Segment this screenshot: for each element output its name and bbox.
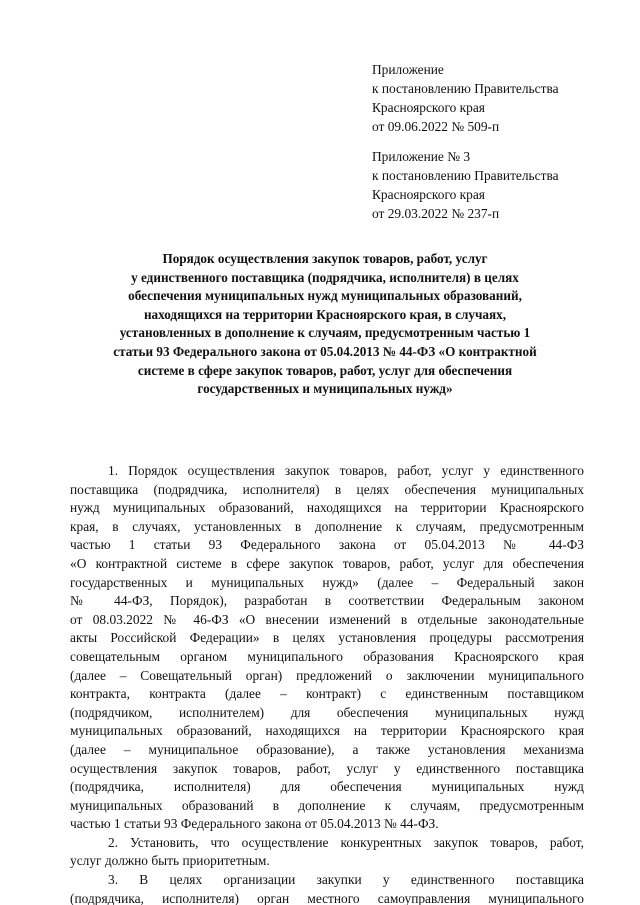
paragraph-3-line: 3. В целях организации закупки у единственного поставщика — [108, 872, 584, 888]
title-line: обеспечения муниципальных нужд муниципальных образований, — [128, 288, 522, 304]
paragraph-1-line: осуществления закупок товаров, работ, услуг у единственного поставщика — [70, 760, 584, 776]
annex-header-1 — [372, 60, 632, 136]
paragraph-1-line: (подрядчика, исполнителя) для обеспечения муниципальных нужд — [70, 779, 584, 795]
paragraph-1-line: контракта, контракта (далее – контракт) с единственным поставщиком — [70, 686, 584, 702]
paragraph-1-line: (подрядчиком, исполнителем) для обеспечения муниципальных нужд — [70, 704, 584, 720]
annex-1-line: от 09.06.2022 № 509-п — [372, 119, 500, 134]
annex-1-line: к постановлению Правительства — [372, 81, 559, 96]
paragraph-1-line: частью 1 статьи 93 Федерального закона от 05.04.2013 № 44-ФЗ — [70, 537, 584, 553]
paragraph-1-line: поставщика (подрядчика, исполнителя) в целях обеспечения муниципальных — [70, 481, 584, 497]
annex-2-line: к постановлению Правительства — [372, 168, 559, 183]
title-line: установленных в дополнение к случаям, предусмотренным частью 1 — [119, 325, 531, 341]
document-body — [70, 462, 584, 905]
title-line: статьи 93 Федерального закона от 05.04.2013 № 44-ФЗ «О контрактной — [113, 343, 537, 359]
paragraph-1-line: муниципальных образований в дополнение к случаям, предусмотренным — [70, 797, 584, 813]
paragraph-1-line: (далее – Совещательный орган) предложений о заключении муниципального — [70, 667, 584, 683]
paragraph-1-line: (далее – муниципальное образование), а также установления механизма — [70, 741, 584, 757]
annex-2-line: Приложение № 3 — [372, 149, 471, 164]
paragraph-1-line: совещательным органом муниципального образования Красноярского края — [70, 648, 584, 664]
annex-2-line: Красноярского края — [372, 187, 485, 202]
paragraph-3-line: (подрядчика, исполнителя) орган местного самоуправления муниципального — [70, 890, 584, 905]
title-line: системе в сфере закупок товаров, работ, услуг для обеспечения — [137, 362, 513, 378]
title-line: находящихся на территории Красноярского края, в случаях, — [143, 306, 507, 322]
paragraph-1-line: № 44-ФЗ, Порядок), разработан в соответствии Федеральным законом — [70, 593, 584, 609]
annex-2-line: от 29.03.2022 № 237-п — [372, 206, 500, 221]
paragraph-1-line: государственных и муниципальных нужд» (далее – Федеральный закон — [70, 574, 584, 590]
paragraph-1-line: муниципальных образований, находящихся на территории Красноярского края — [70, 723, 584, 739]
paragraph-1-line: 1. Порядок осуществления закупок товаров, работ, услуг у единственного — [108, 463, 584, 478]
annex-1-line: Красноярского края — [372, 100, 485, 115]
title-line: Порядок осуществления закупок товаров, работ, услуг — [162, 251, 488, 266]
annex-1-line: Приложение — [372, 62, 444, 77]
title-line: государственных и муниципальных нужд» — [197, 381, 453, 397]
paragraph-1-line: края, в случаях, установленных в дополнение к случаям, предусмотренным — [70, 518, 584, 534]
paragraph-1-line: акты Российской Федерации» в целях установления процедуры рассмотрения — [70, 630, 584, 646]
annex-header-2 — [372, 147, 632, 223]
paragraph-1-line: «О контрактной системе в сфере закупок товаров, работ, услуг для обеспечения — [70, 555, 584, 571]
document-title — [60, 250, 590, 399]
paragraph-1-line: частью 1 статьи 93 Федерального закона от 05.04.2013 № 44-ФЗ. — [70, 816, 439, 832]
paragraph-2-line: услуг должно быть приоритетным. — [70, 853, 270, 869]
paragraph-1-line: от 08.03.2022 № 46-ФЗ «О внесении изменений в отдельные законодательные — [70, 611, 584, 627]
paragraph-1-line: нужд муниципальных образований, находящихся на территории Красноярского — [70, 500, 584, 516]
title-line: у единственного поставщика (подрядчика, исполнителя) в целях — [131, 269, 519, 285]
paragraph-2-line: 2. Установить, что осуществление конкурентных закупок товаров, работ, — [108, 834, 584, 850]
